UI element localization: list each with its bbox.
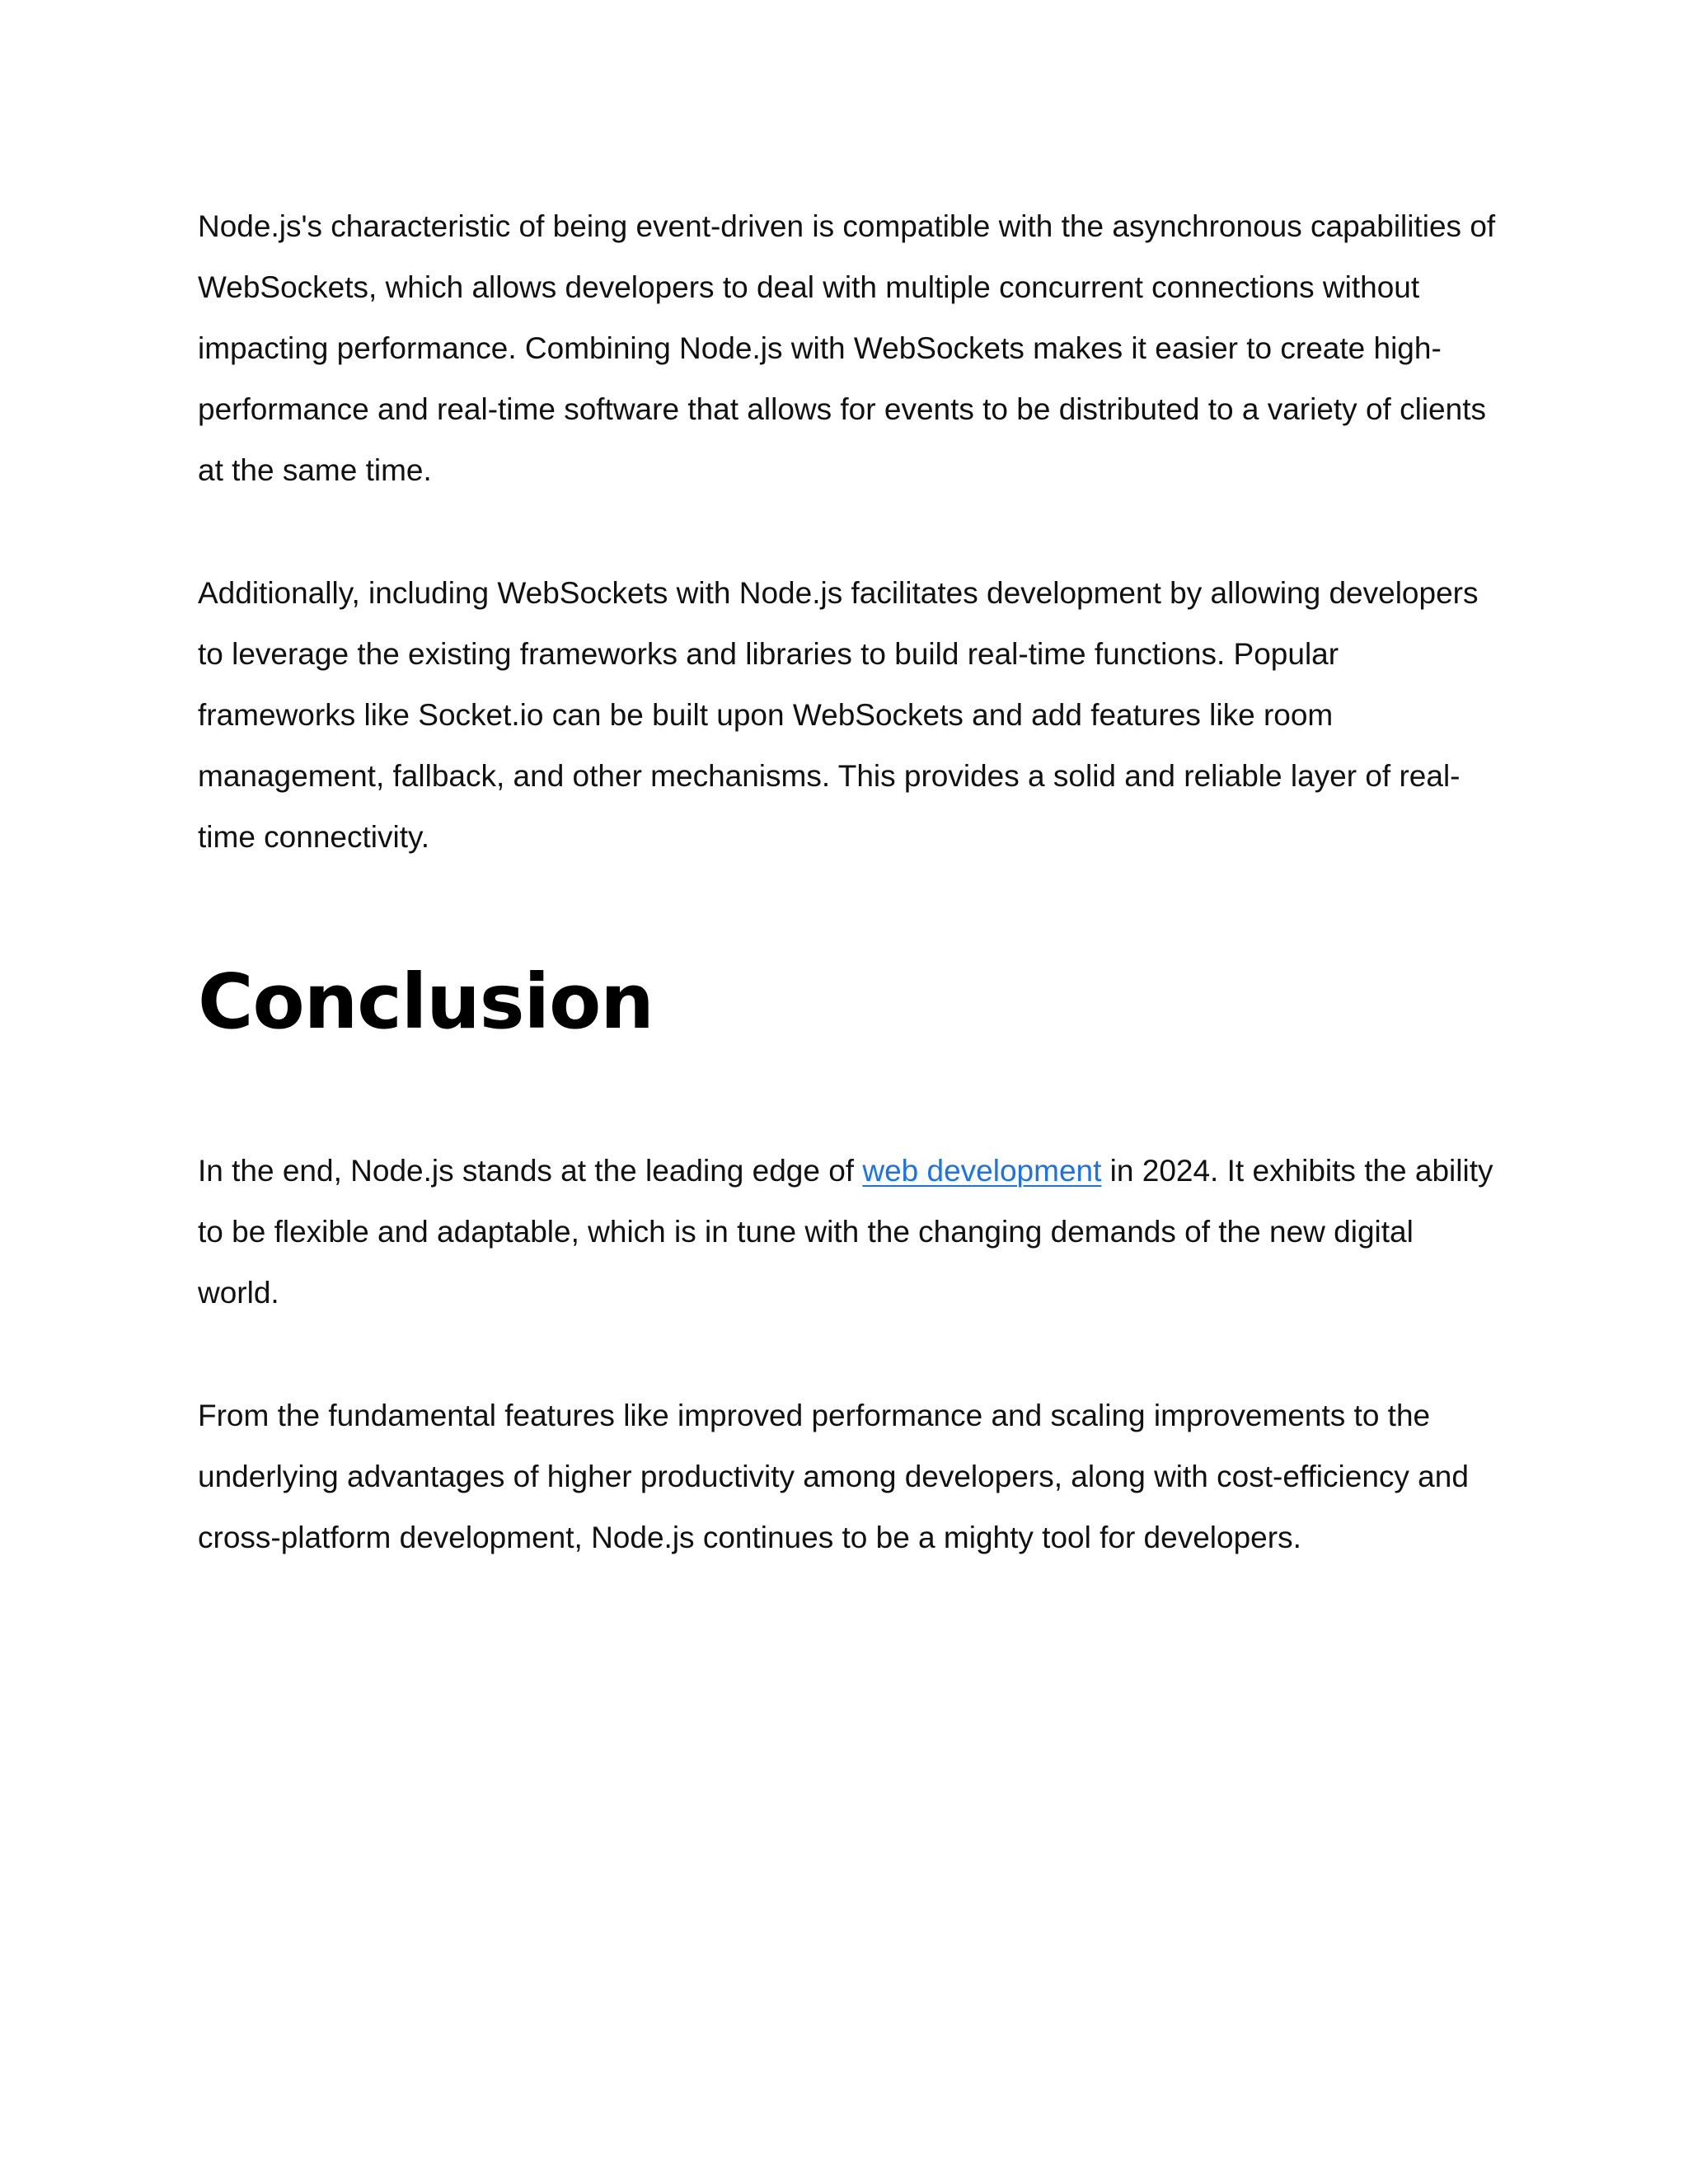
conclusion-heading: Conclusion xyxy=(198,958,654,1046)
web-development-link[interactable]: web development xyxy=(862,1154,1102,1188)
paragraph-conclusion-intro-start: In the end, Node.js stands at the leading edge of xyxy=(198,1154,863,1188)
paragraph-conclusion-intro-end: in 2024. It exhibits the ability to be flexible and adaptable, which is in tune with the changing demands of the new digital world. xyxy=(198,1154,1493,1310)
paragraph-conclusion-intro xyxy=(198,1141,1500,1324)
paragraph-websockets-frameworks: Additionally, including WebSockets with Node.js facilitates development by allowing developers to leverage the existing frameworks and libraries to build real-time functions. Popular frameworks like Socket.io can be built upon WebSockets and add features like room management, fallback, and other mechanisms. This provides a solid and reliable layer of real-time connectivity. xyxy=(198,576,1479,854)
paragraph-conclusion-features: From the fundamental features like improved performance and scaling improvements to the underlying advantages of higher productivity among developers, along with cost-efficiency and cross-platform development, Node.js continues to be a mighty tool for developers. xyxy=(198,1399,1469,1554)
paragraph-websockets-event-driven: Node.js's characteristic of being event-driven is compatible with the asynchronous capabilities of WebSockets, which allows developers to deal with multiple concurrent connections without impacting performance. Combining Node.js with WebSockets makes it easier to create high-performance and real-time software that allows for events to be distributed to a variety of clients at the same time. xyxy=(198,209,1496,487)
document-content xyxy=(198,196,1500,1568)
